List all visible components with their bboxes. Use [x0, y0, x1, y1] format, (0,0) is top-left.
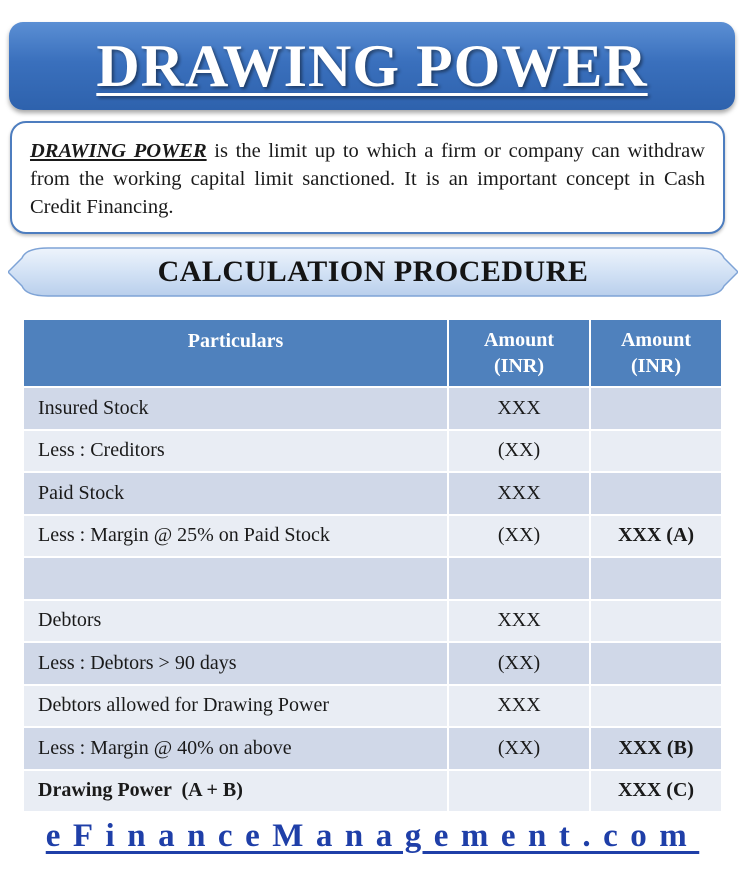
amount2-cell [590, 472, 722, 515]
amount1-cell: XXX [448, 600, 590, 643]
amount2-cell [590, 600, 722, 643]
particular-cell [23, 557, 448, 600]
amount2-cell [590, 430, 722, 473]
table-row [23, 685, 722, 728]
amount2-cell [590, 685, 722, 728]
particular-cell: Less : Margin @ 40% on above [23, 727, 448, 770]
amount1-cell: (XX) [448, 430, 590, 473]
particular-cell: Less : Creditors [23, 430, 448, 473]
particular-cell: Less : Margin @ 25% on Paid Stock [23, 515, 448, 558]
amount1-cell: (XX) [448, 727, 590, 770]
section-title: CALCULATION PROCEDURE [157, 255, 589, 288]
amount1-cell: XXX [448, 387, 590, 430]
table-row [23, 600, 722, 643]
particular-cell: Paid Stock [23, 472, 448, 515]
definition-term: DRAWING POWER [30, 140, 207, 162]
amount1-cell: (XX) [448, 515, 590, 558]
particular-cell: Debtors [23, 600, 448, 643]
amount2-cell: XXX (C) [590, 770, 722, 812]
particular-cell: Insured Stock [23, 387, 448, 430]
amount1-cell: XXX [448, 472, 590, 515]
header-amount-1: Amount (INR) [448, 319, 590, 387]
amount1-cell: (XX) [448, 642, 590, 685]
particular-cell: Less : Debtors > 90 days [23, 642, 448, 685]
calculation-table [22, 318, 723, 813]
amount1-cell [448, 557, 590, 600]
table-total-row [23, 770, 722, 812]
table-row [23, 387, 722, 430]
table-row [23, 472, 722, 515]
table-row [23, 727, 722, 770]
table-row [23, 515, 722, 558]
amount2-cell [590, 387, 722, 430]
amount1-cell: XXX [448, 685, 590, 728]
table-row [23, 430, 722, 473]
amount1-cell [448, 770, 590, 812]
table-row [23, 642, 722, 685]
page-title: DRAWING POWER [96, 32, 648, 99]
amount2-cell: XXX (B) [590, 727, 722, 770]
section-banner [8, 246, 738, 302]
definition-box [10, 121, 725, 234]
amount2-cell: XXX (A) [590, 515, 722, 558]
total-label-cell: Drawing Power (A + B) [23, 770, 448, 812]
particular-cell: Debtors allowed for Drawing Power [23, 685, 448, 728]
header-particulars: Particulars [23, 319, 448, 387]
footer-site-link[interactable]: eFinanceManagement.com [45, 818, 700, 854]
definition-text: is the limit up to which a firm or company can withdraw from the working capital limit sanctioned. It is an important concept in Cash Credit Financing. [30, 140, 705, 218]
table-row [23, 557, 722, 600]
title-banner [9, 22, 735, 110]
header-amount-2: Amount (INR) [590, 319, 722, 387]
amount2-cell [590, 557, 722, 600]
table-header-row [23, 319, 722, 387]
amount2-cell [590, 642, 722, 685]
